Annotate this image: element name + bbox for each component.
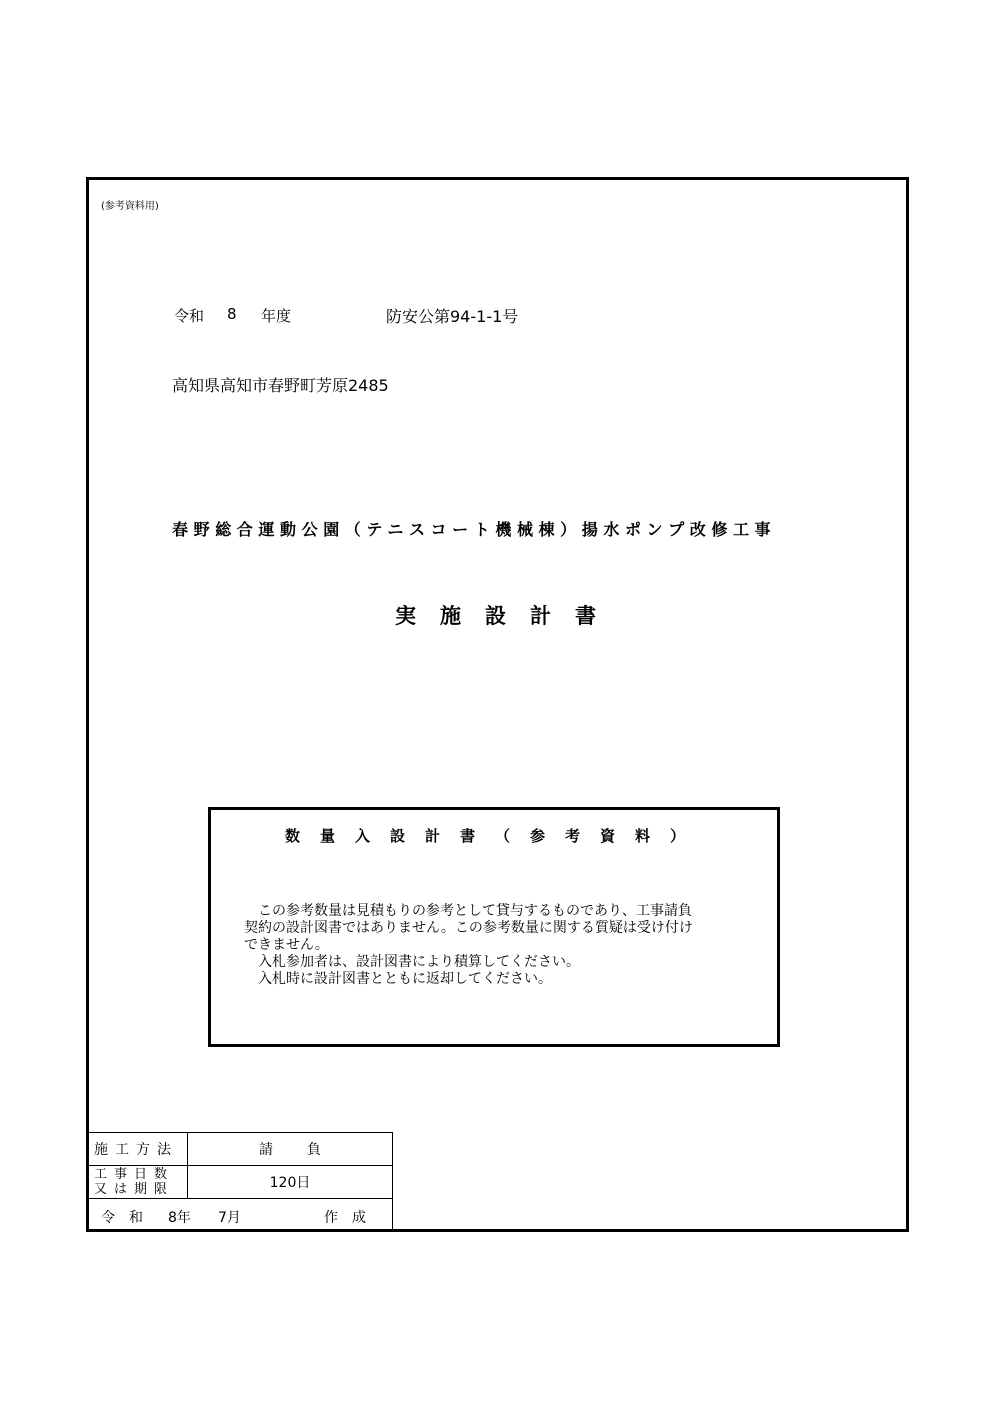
method-label: 施工方法 <box>88 1133 188 1166</box>
notice-line: できません。 <box>244 937 329 953</box>
table-row <box>88 1166 393 1199</box>
period-value: 120日 <box>188 1166 393 1199</box>
period-label-line2: 又は期限 <box>94 1182 175 1197</box>
project-title: 春野総合運動公園（テニスコート機械棟）揚水ポンプ改修工事 <box>172 520 777 539</box>
main-title: 実施設計書 <box>395 604 620 628</box>
document-frame <box>86 177 909 1232</box>
notice-box <box>208 807 780 1047</box>
table-row <box>88 1133 393 1166</box>
fiscal-year-suffix: 年度 <box>261 307 292 325</box>
document-number: 防安公第94-1-1号 <box>386 307 519 326</box>
created-date-cell <box>88 1199 393 1232</box>
notice-body <box>244 903 754 988</box>
date-month: 7月 <box>218 1210 241 1226</box>
method-value: 請負 <box>188 1133 393 1166</box>
table-row <box>88 1199 393 1232</box>
notice-line: 入札参加者は、設計図書により積算してください。 <box>244 954 580 970</box>
fiscal-year-era: 令和 <box>174 307 205 325</box>
notice-line: 契約の設計図書ではありません。この参考数量に関する質疑は受け付け <box>244 920 693 936</box>
reference-tag: (参考資料用) <box>101 201 159 212</box>
notice-line: 入札時に設計図書とともに返却してください。 <box>244 971 552 987</box>
fiscal-year-number: 8 <box>227 305 237 323</box>
notice-line: この参考数量は見積もりの参考として貸与するものであり、工事請負 <box>244 903 692 919</box>
date-year: 8年 <box>168 1210 191 1226</box>
site-address: 高知県高知市春野町芳原2485 <box>172 376 389 395</box>
date-era: 令 和 <box>101 1210 143 1226</box>
date-suffix: 作 成 <box>324 1210 366 1226</box>
period-label-line1: 工事日数 <box>94 1167 175 1182</box>
period-label <box>88 1166 188 1199</box>
info-table <box>87 1132 393 1232</box>
notice-title: 数量入設計書（参考資料） <box>285 827 706 845</box>
